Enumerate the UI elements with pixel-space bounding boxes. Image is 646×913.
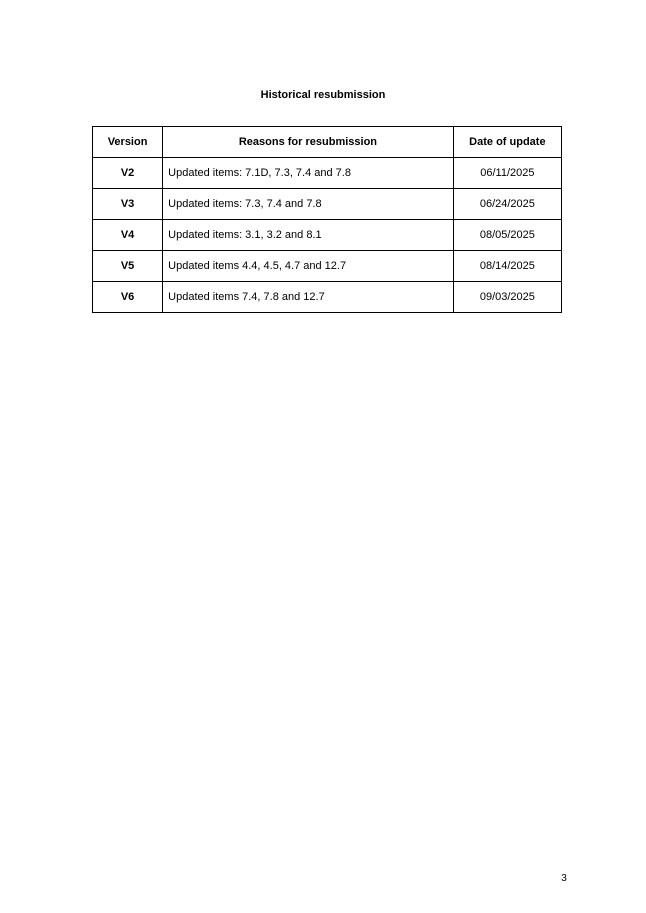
resubmission-history-table — [92, 126, 562, 313]
reason-cell: Updated items: 7.1D, 7.3, 7.4 and 7.8 — [163, 158, 454, 189]
column-header-version: Version — [93, 127, 163, 158]
version-cell: V2 — [93, 158, 163, 189]
table-row — [93, 158, 562, 189]
date-cell: 08/14/2025 — [453, 251, 561, 282]
table-header-row — [93, 127, 562, 158]
date-cell: 06/24/2025 — [453, 189, 561, 220]
page-number: 3 — [561, 873, 567, 884]
date-cell: 08/05/2025 — [453, 220, 561, 251]
date-cell: 06/11/2025 — [453, 158, 561, 189]
column-header-reasons: Reasons for resubmission — [163, 127, 454, 158]
reason-cell: Updated items: 7.3, 7.4 and 7.8 — [163, 189, 454, 220]
version-cell: V3 — [93, 189, 163, 220]
table-row — [93, 282, 562, 313]
table-row — [93, 220, 562, 251]
version-cell: V5 — [93, 251, 163, 282]
column-header-date: Date of update — [453, 127, 561, 158]
version-cell: V6 — [93, 282, 163, 313]
table-row — [93, 189, 562, 220]
table-row — [93, 251, 562, 282]
page-title: Historical resubmission — [260, 89, 386, 101]
date-cell: 09/03/2025 — [453, 282, 561, 313]
version-cell: V4 — [93, 220, 163, 251]
reason-cell: Updated items 4.4, 4.5, 4.7 and 12.7 — [163, 251, 454, 282]
reason-cell: Updated items: 3.1, 3.2 and 8.1 — [163, 220, 454, 251]
reason-cell: Updated items 7.4, 7.8 and 12.7 — [163, 282, 454, 313]
